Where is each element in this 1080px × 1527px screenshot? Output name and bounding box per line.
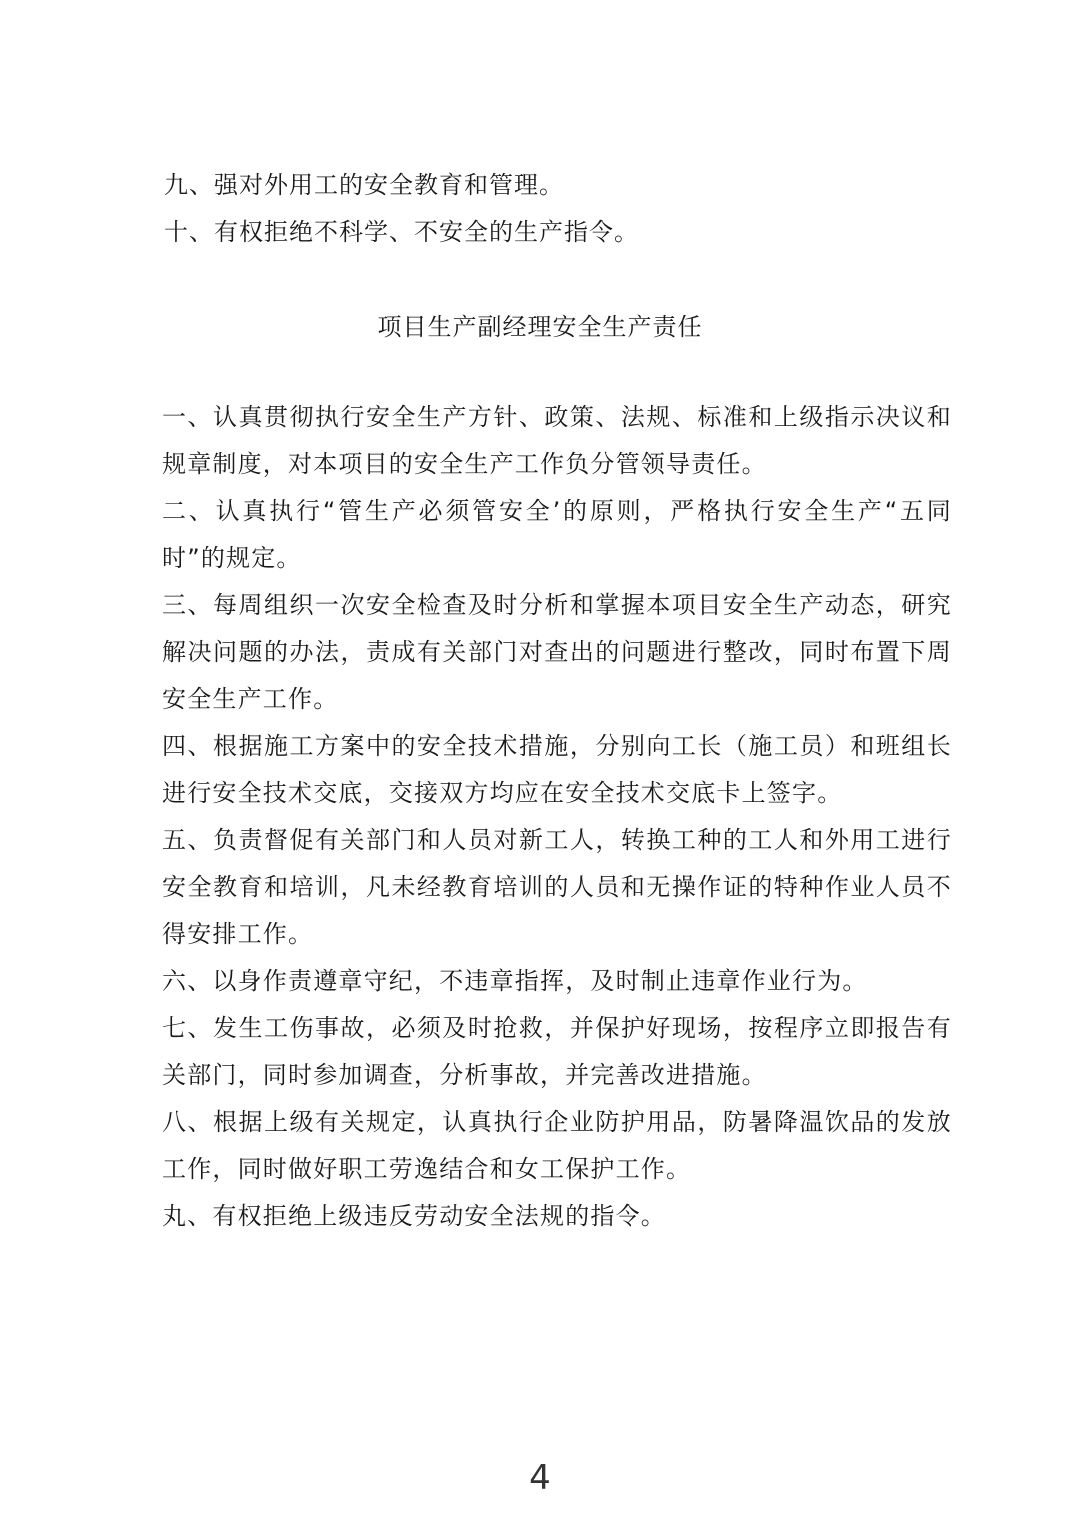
duties-list	[162, 394, 952, 1240]
page-number: 4	[529, 1458, 551, 1498]
previous-section-items	[164, 162, 964, 256]
duty-9: 丸、有权拒绝上级违反劳动安全法规的指令。	[162, 1202, 666, 1230]
item-nine: 九、强对外用工的安全教育和管理。	[164, 171, 564, 199]
duty-5: 五、负责督促有关部门和人员对新工人，转换工种的工人和外用工进行安全教育和培训，凡未经教育培训的人员和无操作证的特种作业人员不得安排工作。	[162, 826, 952, 948]
item-ten: 十、有权拒绝不科学、不安全的生产指令。	[164, 218, 639, 246]
duty-4: 四、根据施工方案中的安全技术措施，分别向工长（施工员）和班组长进行安全技术交底，交接双方均应在安全技术交底卡上签字。	[162, 732, 952, 807]
duty-8: 八、根据上级有关规定，认真执行企业防护用品，防暑降温饮品的发放工作，同时做好职工劳逸结合和女工保护工作。	[162, 1108, 952, 1183]
duty-6: 六、以身作责遵章守纪，不违章指挥，及时制止违章作业行为。	[162, 967, 868, 995]
section-title: 项目生产副经理安全生产责任	[377, 313, 703, 341]
duty-3: 三、每周组织一次安全检查及时分析和掌握本项目安全生产动态，研究解决问题的办法，责成有关部门对查出的问题进行整改，同时布置下周安全生产工作。	[162, 591, 952, 713]
duty-1: 一、认真贯彻执行安全生产方针、政策、法规、标准和上级指示决议和规章制度，对本项目的安全生产工作负分管领导责任。	[162, 403, 952, 478]
duty-7: 七、发生工伤事故，必须及时抢救，并保护好现场，按程序立即报告有关部门，同时参加调查，分析事故，并完善改进措施。	[162, 1014, 952, 1089]
duty-2: 二、认真执行“管生产必须管安全’的原则，严格执行安全生产“五同时”的规定。	[162, 497, 952, 572]
